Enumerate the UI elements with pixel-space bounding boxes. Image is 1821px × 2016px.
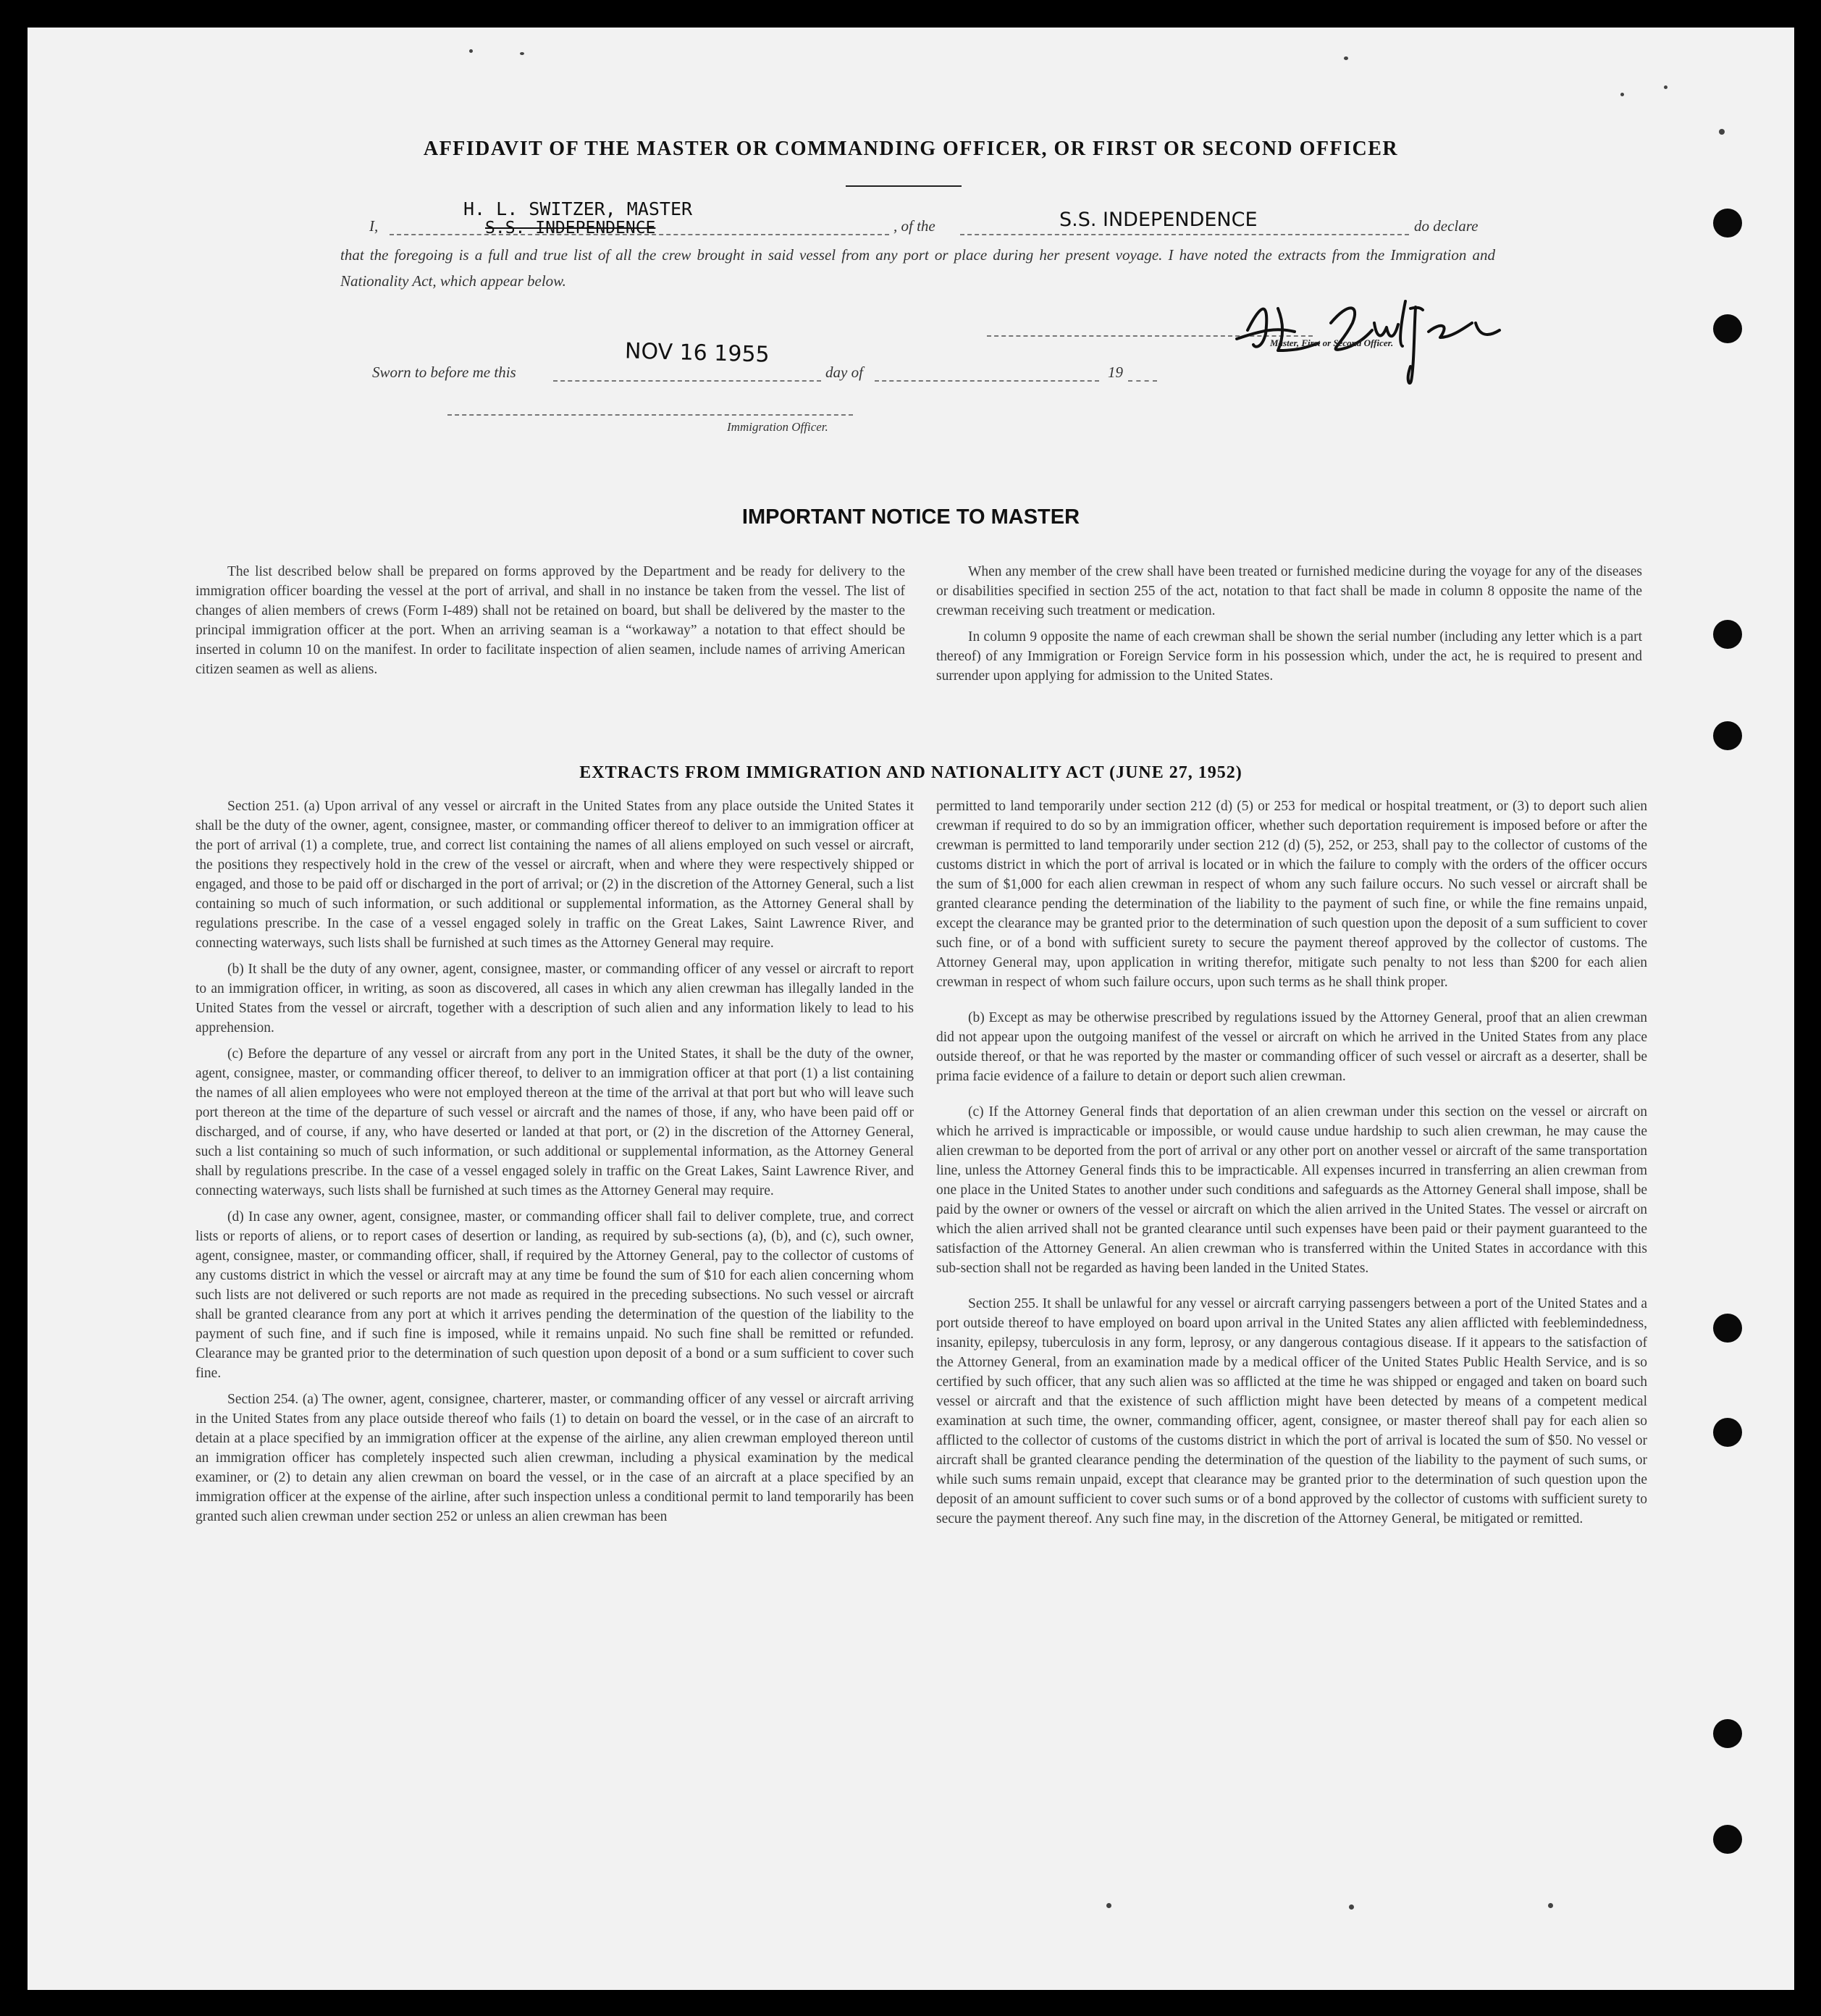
extract-paragraph: Section 254. (a) The owner, agent, consignee, charterer, master, or commanding officer of any vessel or aircraft arriving in the United States from any place outside thereof who fails (1) to detain on board the vessel, or in the case of an aircraft to detain at a place specified by an immigration officer at the expense of the airline, any alien crewman employed thereon until an immigration officer has completely inspected such alien crewman, including a physical examination by the medical examiner, or (2) to detain any alien crewman on board the vessel, or in the case of an aircraft at a place specified by an immigration officer at the expense of the airline, after such inspection unless a conditional permit to land temporarily has been granted such alien crewman under section 252 or unless an alien crewman has been — [195, 1392, 914, 1524]
notice-paragraph: The list described below shall be prepared on forms approved by the Department and be ready for delivery to the immigration officer boarding the vessel at the port of arrival, and shall in no instance be taken from the vessel. The list of changes of alien members of crews (Form I-489) shall not be retained on board, but shall be delivered by the master to the principal immigration officer at the port. When an arriving seaman is a “workaway” a notation to that effect should be inserted in column 10 on the manifest. In order to facilitate inspection of alien seamen, include names of arriving American citizen seamen as well as aliens. — [195, 564, 905, 677]
scan-speck — [1106, 1903, 1111, 1908]
affidavit-title: AFFIDAVIT OF THE MASTER OR COMMANDING OFFICER, OR FIRST OR SECOND OFFICER — [423, 138, 1399, 160]
declaration-text: that the foregoing is a full and true list of all the crew brought in said vessel from any port or place during her present voyage. I have noted the extracts from the Immigration and Nationality Act, which appear below. — [340, 246, 1495, 290]
scan-speck — [1719, 129, 1725, 135]
punch-hole — [1713, 1719, 1742, 1748]
scan-speck — [1620, 93, 1624, 96]
scan-speck — [1548, 1903, 1553, 1908]
extract-paragraph: permitted to land temporarily under section 212 (d) (5) or 253 for medical or hospital treatment, or (3) to deport such alien crewman if required to do so by an immigration officer, whether such deportation requirement is imposed before or after the crewman is permitted to land temporarily under section 212 (d) (5), 252, or 253, shall pay to the collector of customs of the customs district in which the port of arrival is located or in which the failure to comply with the orders of the officer occurs the sum of $1,000 for each alien crewman in respect of whom any such failure occurs. No such vessel or aircraft shall be granted clearance pending the determination of the liability to the payment of such fine, or while the fine remains unpaid, except the clearance may be granted prior to the determination of such question upon the deposit of a sum sufficient to cover such fine, or of a bond with sufficient surety to secure the payment thereof approved by the collector of customs. The Attorney General may, upon application in writing therefor, mitigate such penalty to not less than $200 for each alien crewman in respect of whom such failure occurs, upon such terms as he shall think proper. — [936, 799, 1647, 990]
i-label: I, — [369, 217, 379, 235]
extract-paragraph: Section 255. It shall be unlawful for any vessel or aircraft carrying passengers between a port of the United States and a port outside thereof to have employed on board upon arrival in the United States any alien afflicted with feeblemindedness, insanity, epilepsy, tuberculosis in any form, leprosy, or any dangerous contagious disease. If it appears to the satisfaction of the Attorney General, from an examination made by a medical officer of the United States Public Health Service, and is so certified by such officer, that any such alien was so afflicted at the time he was shipped or engaged and taken on board such vessel or aircraft and that the existence of such affliction might have been detected by means of a competent medical examination at such time, the owner, commanding officer, agent, consignee, or master thereof shall pay for each alien so afflicted to the collector of customs of the customs district in which the port of arrival is located the sum of $50. No vessel or aircraft shall be granted clearance pending the determination of the question of the liability to the payment of such sums, or while such sums remain unpaid, except that clearance may be granted prior to the determination of such question upon the deposit of an amount sufficient to cover such sums or of a bond approved by the collector of customs with sufficient surety to secure the payment thereof. Any such fine may, in the discretion of the Attorney General, be mitigated or remitted. — [936, 1296, 1647, 1526]
punch-hole — [1713, 620, 1742, 649]
extracts-left-column — [195, 797, 914, 1533]
extract-paragraph: (c) If the Attorney General finds that deportation of an alien crewman under this section on the vessel or aircraft on which he arrived is impracticable or impossible, or would cause undue hardship to such alien crewman, he may cause the alien crewman to be deported from the port of arrival or any other port on another vessel or aircraft of the same transportation line, unless the Attorney General finds this to be impracticable. All expenses incurred in transferring an alien crewman from one place in the United States to another under such conditions and safeguards as the Attorney General shall impose, shall be paid by the owner or owners of the vessel or aircraft on which the alien arrived in the United States. The vessel or aircraft on which the alien arrived shall not be granted clearance until such expenses have been paid or their payment guaranteed to the satisfaction of the Attorney General. An alien crewman who is transferred within the United States in accordance with this sub-section shall not be regarded as having been landed in the United States. — [936, 1104, 1647, 1276]
scan-speck — [1344, 56, 1348, 60]
title-divider — [846, 185, 962, 187]
notice-right-column — [936, 562, 1642, 692]
officer-signature-line — [447, 414, 853, 416]
punch-hole — [1713, 1418, 1742, 1447]
vessel-name: S.S. INDEPENDENCE — [1059, 209, 1258, 231]
extracts-right-column — [936, 797, 1647, 1535]
do-declare-label: do declare — [1414, 217, 1479, 235]
scan-speck — [1664, 85, 1668, 89]
signature-image — [1233, 280, 1508, 388]
notice-title: IMPORTANT NOTICE TO MASTER — [741, 505, 1080, 529]
sworn-date-line — [553, 380, 821, 382]
punch-hole — [1713, 209, 1742, 238]
scan-speck — [469, 49, 473, 53]
sworn-label: Sworn to before me this — [372, 364, 516, 381]
year-line — [1128, 380, 1157, 382]
punch-hole — [1713, 1314, 1742, 1343]
punch-hole — [1713, 721, 1742, 750]
notice-paragraph: When any member of the crew shall have been treated or furnished medicine during the voyage for any of the diseases or disabilities specified in section 255 of the act, notation to that fact shall be made in column 8 opposite the name of the crewman receiving such treatment or medication. — [936, 564, 1642, 618]
vessel-line — [960, 234, 1409, 235]
of-the-label: , of the — [893, 217, 935, 235]
notice-paragraph: In column 9 opposite the name of each crewman shall be shown the serial number (including any letter which is a part thereof) of any Immigration or Foreign Service form in his possession which, under the act, he is required to present and surrender upon applying for admission to the United States. — [936, 629, 1642, 684]
extract-paragraph: (b) Except as may be otherwise prescribed by regulations issued by the Attorney General, proof that an alien crewman did not appear upon the outgoing manifest of the vessel or aircraft on which he arrived in the United States from any place outside thereof, or that he was reported by the master or commanding officer of such vessel or aircraft as a deserter, shall be prima facie evidence of a failure to detain or deport such alien crewman. — [936, 1010, 1647, 1084]
extract-paragraph: Section 251. (a) Upon arrival of any vessel or aircraft in the United States from any place outside the United States it shall be the duty of the owner, agent, consignee, master, or commanding officer thereof to deliver to an immigration officer at the port of arrival (1) a complete, true, and correct list containing the names of all aliens employed on such vessel or aircraft, the positions they respectively hold in the crew of the vessel or aircraft, when and where they were respectively shipped or engaged, and those to be paid off or discharged in the port of arrival; or (2) in the discretion of the Attorney General, such a list containing so much of such information, or such additional or supplemental information, as the Attorney General shall by regulations prescribe. In the case of a vessel engaged solely in traffic on the Great Lakes, Saint Lawrence River, and connecting waterways, such lists shall be furnished at such times as the Attorney General may require. — [195, 799, 914, 951]
day-of-label: day of — [825, 364, 863, 381]
master-name: H. L. SWITZER, MASTER — [463, 198, 693, 219]
struck-vessel-name: S.S. INDEPENDENCE — [485, 219, 656, 238]
immigration-officer-label: Immigration Officer. — [727, 420, 828, 434]
sworn-date-stamp: NOV 16 1955 — [624, 338, 770, 368]
notice-left-column — [195, 562, 905, 686]
extract-paragraph: (d) In case any owner, agent, consignee, master, or commanding officer shall fail to deliver complete, true, and correct lists or reports of aliens, or to report cases of desertion or landing, as required by sub-sections (a), (b), and (c), such owner, agent, consignee, master, or commanding officer, shall, if required by the Attorney General, pay to the collector of customs of any customs district in which the vessel or aircraft may at any time be found the sum of $10 for each alien concerning whom such lists are not delivered or such reports are not made as required in the preceding subsections. No such vessel or aircraft shall be granted clearance from any port at which it arrives pending the determination of the question of the liability to the payment of such fine, and if such fine is imposed, while it remains unpaid. No such fine shall be remitted or refunded. Clearance may be granted prior to the determination of such question upon deposit of a bond or a sum sufficient to cover such fine. — [195, 1209, 914, 1381]
extract-paragraph: (c) Before the departure of any vessel or aircraft from any port in the United States, it shall be the duty of the owner, agent, consignee, master, or commanding officer thereof, to deliver to an immigration officer at that port (1) a list containing the names of all alien employees who were not employed thereon at the time of the arrival at that port but who will leave such port thereon at the time of the departure of such vessel or aircraft and the names of those, if any, who have been paid off or discharged, and of course, if any, who have deserted or landed at that port, or (2) in the discretion of the Attorney General, such a list containing so much of such information, or such additional or supplemental information, as the Attorney General shall by regulations prescribe. In the case of a vessel engaged solely in traffic on the Great Lakes, Saint Lawrence River, and connecting waterways, such lists shall be furnished at such times as the Attorney General may require. — [195, 1046, 914, 1198]
year-label: 19 — [1108, 364, 1123, 381]
form-page — [28, 28, 1794, 1990]
scan-speck — [1349, 1904, 1354, 1910]
scan-speck — [520, 52, 524, 55]
punch-hole — [1713, 1825, 1742, 1854]
signer-caption: Master, First or Second Officer. — [1270, 337, 1394, 348]
extract-paragraph: (b) It shall be the duty of any owner, agent, consignee, master, or commanding officer of any vessel or aircraft to report to an immigration officer, in writing, as soon as discovered, all cases in which any alien crewman has illegally landed in the United States from the vessel or aircraft, together with a description of such alien and any information likely to lead to his apprehension. — [195, 962, 914, 1036]
month-line — [875, 380, 1099, 382]
extracts-title: EXTRACTS FROM IMMIGRATION AND NATIONALITY ACT (JUNE 27, 1952) — [579, 763, 1242, 782]
punch-hole — [1713, 314, 1742, 343]
